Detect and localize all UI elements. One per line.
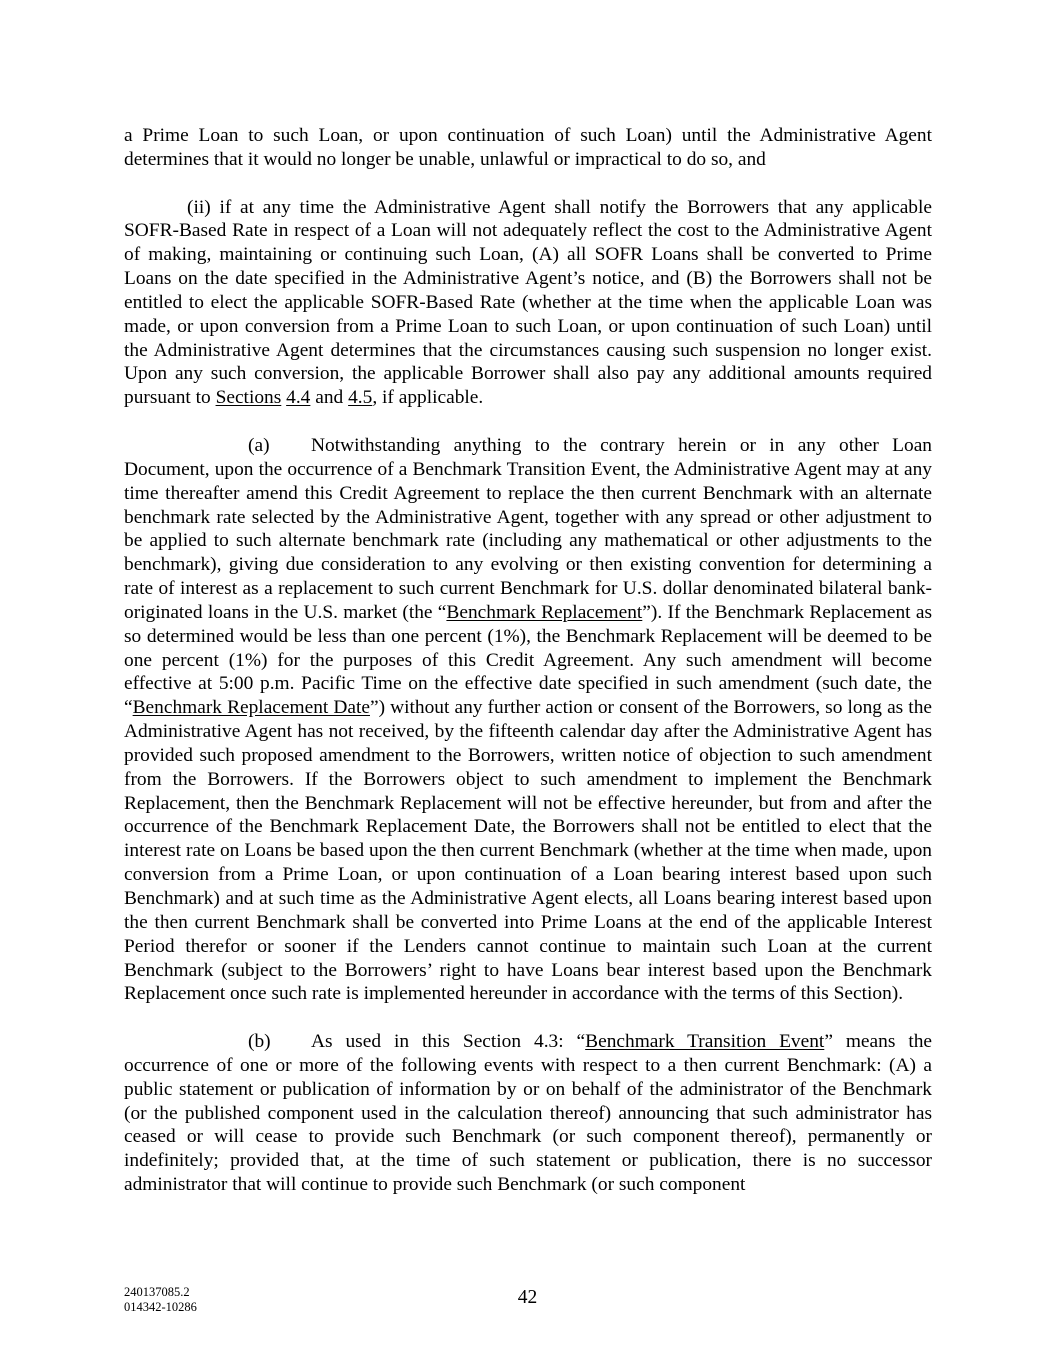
paragraph-text: Notwithstanding anything to the contrary herein or in any other Loan Document, upon the occurrence of a Benchmark Transition Event, the Administrative Agent may at any time thereafter amend this Credit Agreement to replace the then current Benchmark with an alternate benchmark rate selected by the Administrative Agent, together with any spread or other adjustment to be applied to such alternate benchmark rate (including any mathematical or other adjustments to the benchmark), giving due consideration to any evolving or then existing convention for determining a rate of interest as a replacement to such current Benchmark for U.S. dollar denominated bilateral bank-originated loans in the U.S. market (the “ xyxy=(124,434,932,623)
defined-term-benchmark-replacement: Benchmark Replacement xyxy=(446,601,643,623)
paragraph-continuation xyxy=(124,124,932,172)
paragraph-text: a Prime Loan to such Loan, or upon continuation of such Loan) until the Administrative Agent determines that it would no longer be unable, unlawful or impractical to do so, and xyxy=(124,125,932,170)
separator: and xyxy=(310,387,349,409)
paragraph-clause-b xyxy=(124,1030,932,1197)
paragraph-clause-ii xyxy=(124,196,932,411)
matter-id: 014342-10286 xyxy=(124,1300,197,1314)
document-id: 240137085.2 xyxy=(124,1285,190,1299)
cross-reference-sections: Sections xyxy=(215,387,282,409)
body-text xyxy=(124,124,932,1221)
defined-term-benchmark-replacement-date: Benchmark Replacement Date xyxy=(132,697,370,719)
cross-reference-4-4: 4.4 xyxy=(286,387,311,409)
paragraph-text: ”). If the Benchmark Replacement as so determined would be less than one percent (1%), the Benchmark Replacement will be deemed to be one percent (1%) for the purposes of this Credit Agreement. Any such amendment will become effective at 5:00 p.m. Pacific Time on the effective date specified in such amendment (such date, the “ xyxy=(124,601,932,719)
page-number: 42 xyxy=(517,1287,538,1308)
paragraph-clause-a xyxy=(124,434,932,1006)
paragraph-text: ” means the occurrence of one or more of the following events with respect to a then current Benchmark: (A) a public statement or publication of information by or on behalf of the administrator of the Benchmark (or the published component used in the calculation thereof) announcing that such administrator has ceased or will cease to provide such Benchmark (or such component thereof), permanently or indefinitely; provided that, at the time of such statement or publication, there is no successor administrator that will continue to provide such Benchmark (or such component xyxy=(124,1031,933,1196)
clause-label: (a) xyxy=(248,434,270,456)
defined-term-benchmark-transition-event: Benchmark Transition Event xyxy=(585,1031,825,1053)
cross-reference-4-5: 4.5 xyxy=(348,387,373,409)
paragraph-text: ”) without any further action or consent of the Borrowers, so long as the Administrative Agent has not received, by the fifteenth calendar day after the Administrative Agent has provided such proposed amendment to the Borrowers, written notice of objection to such amendment from the Borrowers. If the Borrowers object to such amendment to implement the Benchmark Replacement, then the Benchmark Replacement will not be effective hereunder, but from and after the occurrence of the Benchmark Replacement Date, the Borrowers shall not be entitled to elect that the interest rate on Loans be based upon the then current Benchmark (whether at the time when made, upon conversion from a Prime Loan, or upon continuation of a Loan bearing interest based upon such Benchmark) and at such time as the Administrative Agent elects, all Loans bearing interest based upon the then current Benchmark shall be converted into Prime Loans at the end of the applicable Interest Period therefor or sooner if the Lenders cannot continue to maintain such Loan at the current Benchmark (subject to the Borrowers’ right to have Loans bear interest based upon the Benchmark Replacement once such rate is implemented hereunder in accordance with the terms of this Section). xyxy=(124,697,932,1005)
paragraph-text: , if applicable. xyxy=(372,387,484,409)
clause-label: (b) xyxy=(248,1031,271,1053)
paragraph-text: As used in this Section 4.3: “ xyxy=(311,1031,586,1053)
paragraph-text: (ii) if at any time the Administrative Agent shall notify the Borrowers that any applicable SOFR-Based Rate in respect of a Loan will not adequately reflect the cost to the Administrative Agent of making, maintaining or continuing such Loan, (A) all SOFR Loans shall be converted to Prime Loans on the date specified in the Administrative Agent’s notice, and (B) the Borrowers shall not be entitled to elect the applicable SOFR-Based Rate (whether at the time when the applicable Loan was made, or upon conversion from a Prime Loan to such Loan, or upon continuation of such Loan) until the Administrative Agent determines that the circumstances causing such suspension no longer exist. Upon any such conversion, the applicable Borrower shall also pay any additional amounts required pursuant to xyxy=(124,196,932,409)
